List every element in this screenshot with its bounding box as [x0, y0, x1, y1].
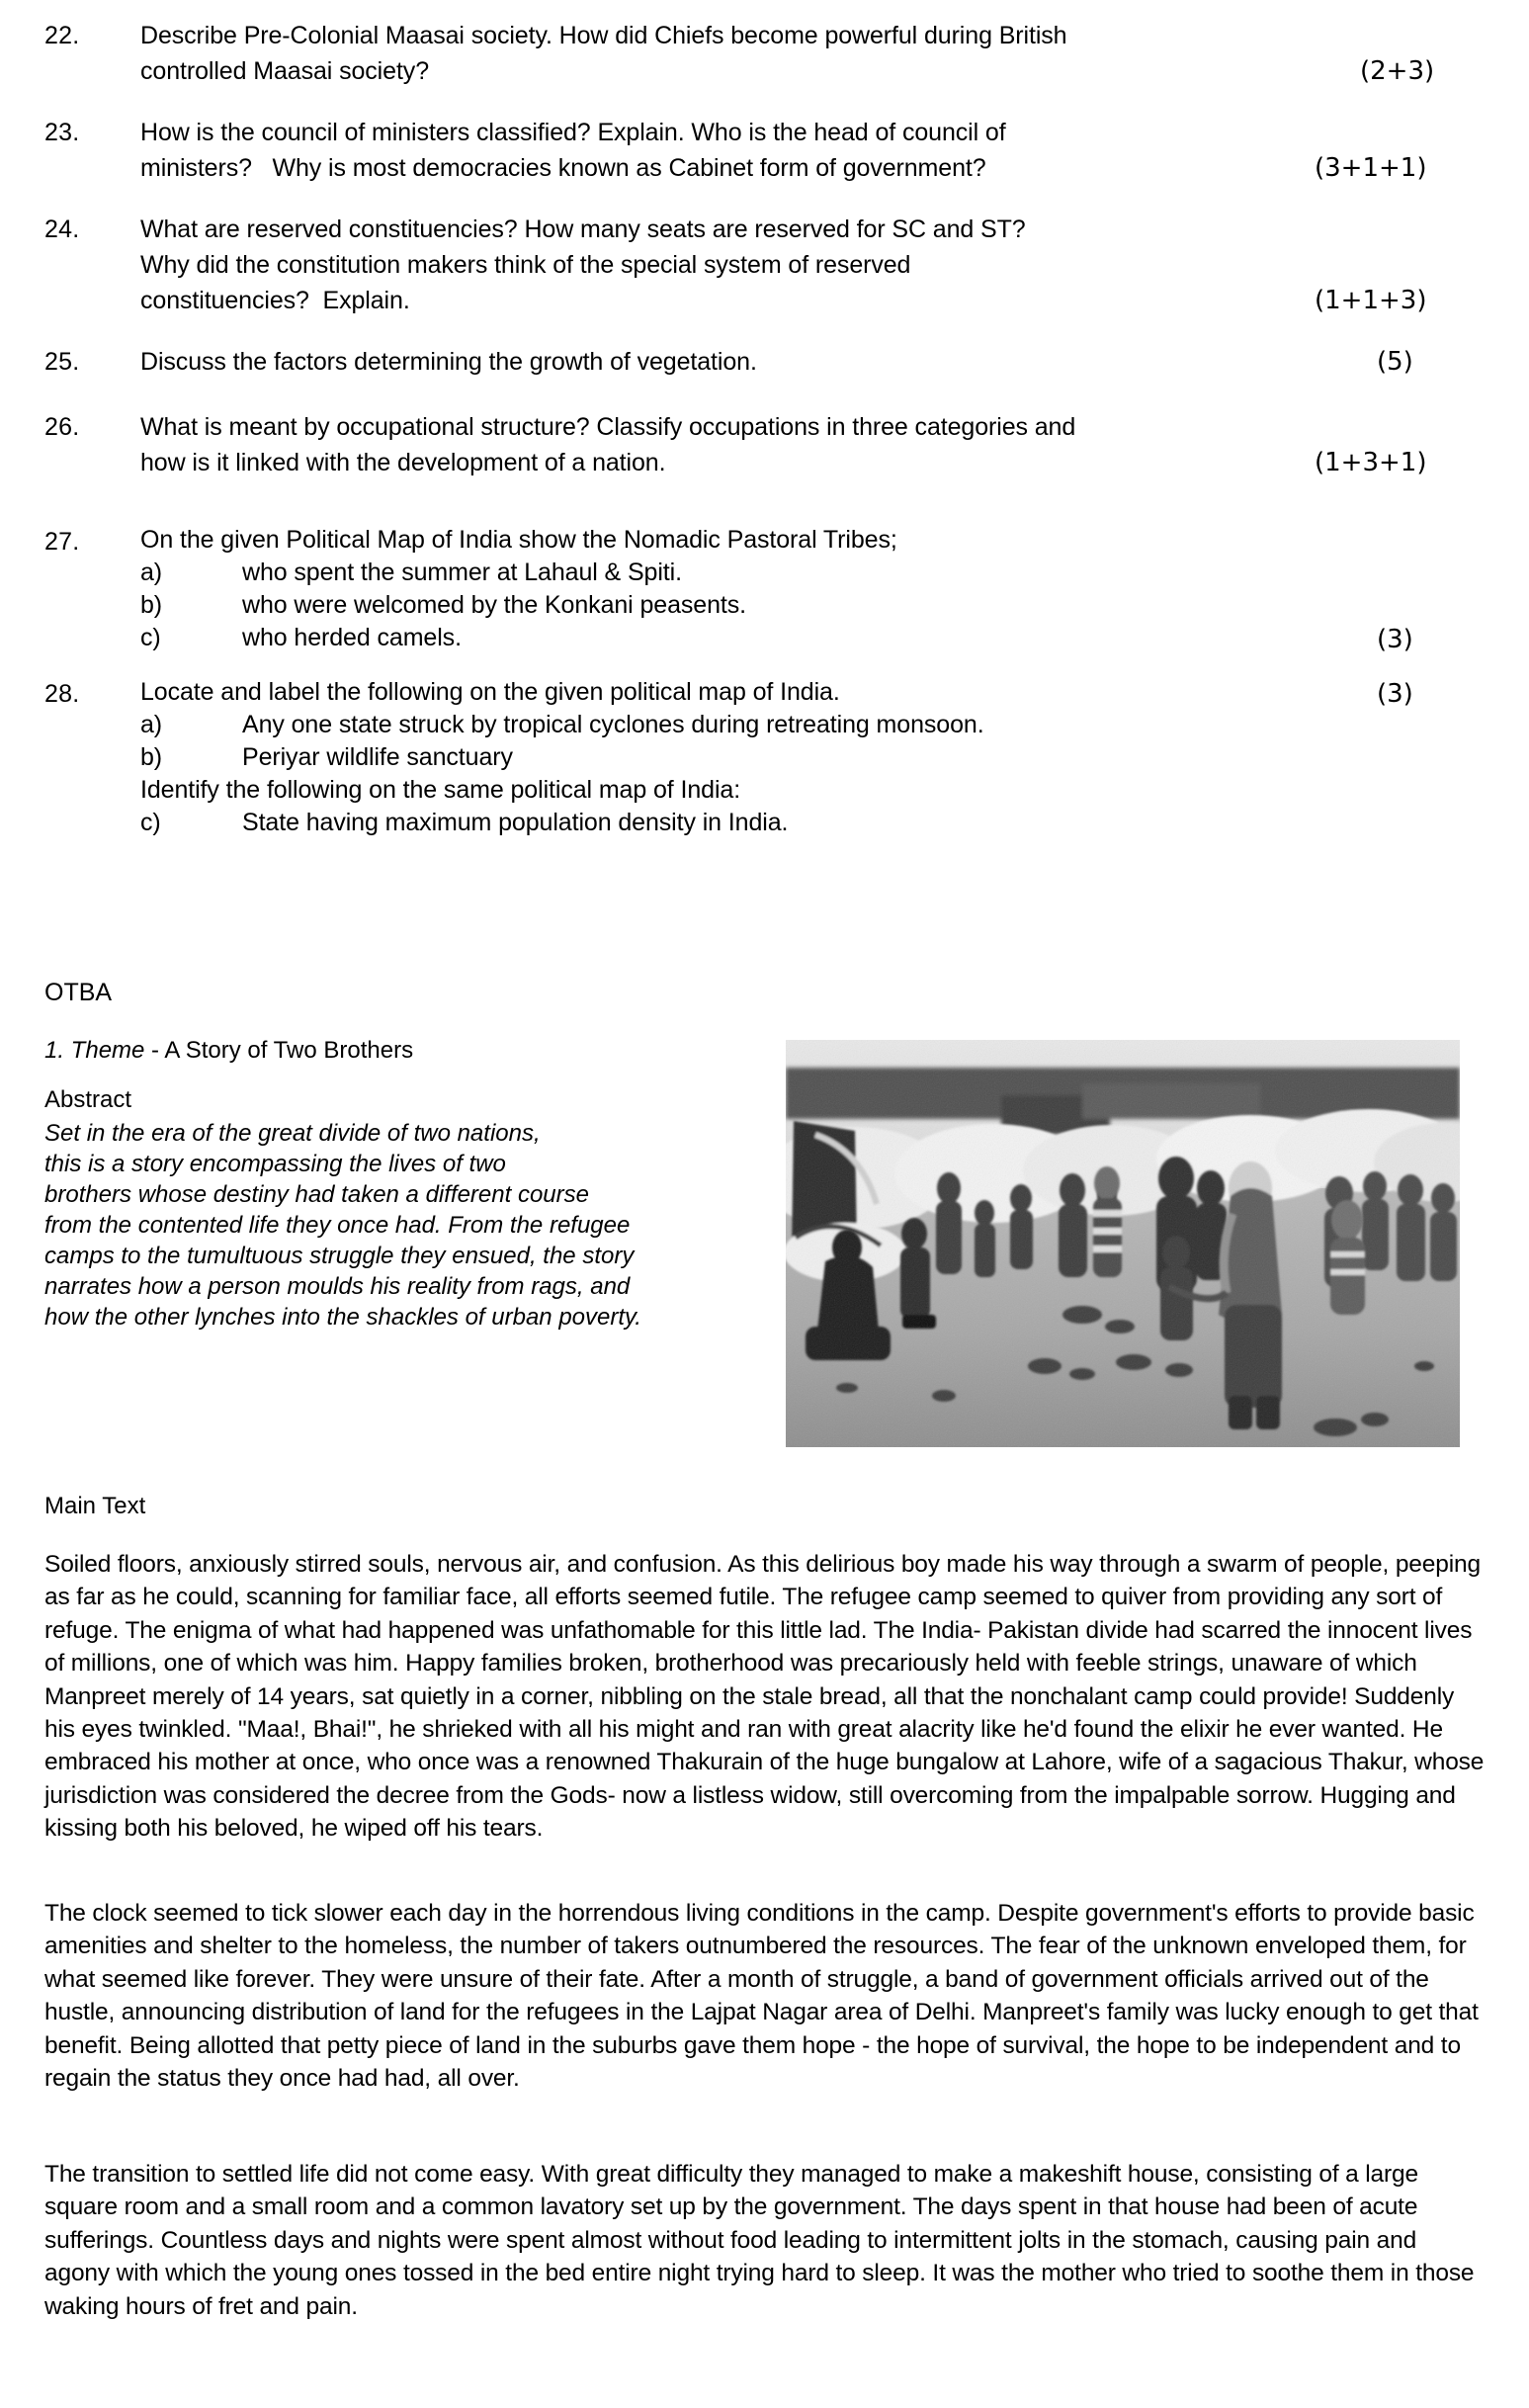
paragraph-text: The transition to settled life did not come easy. With great difficulty they managed to make a makeshift house, consisting of a large square room and a small room and a common lavatory set up by the government. The days spent in that house had been of acute sufferings. Countless days and nights were spent almost without food leading to intermittent jolts in the stomach, causing pain and agony with which the young ones tossed in the bed entire night trying hard to sleep. It was the mother who tried to soothe them in those waking hours of fret and pain. [44, 2161, 1475, 2320]
theme-title: - A Story of Two Brothers [144, 1037, 414, 1064]
sub-item-text: Any one state struck by tropical cyclones during retreating monsoon. [242, 711, 984, 738]
sub-item-text: who were welcomed by the Konkani peasents. [242, 591, 746, 619]
theme-line [44, 1035, 413, 1067]
question-marks: (5) [1377, 347, 1413, 377]
sub-item [140, 589, 1341, 622]
abstract-line: this is a story encompassing the lives of two [44, 1151, 506, 1177]
question-marks: (1+3+1) [1315, 448, 1427, 477]
refugee-camp-photo [786, 1040, 1460, 1447]
sub-item-text: Periyar wildlife sanctuary [242, 743, 513, 771]
sub-item [140, 741, 1341, 774]
sub-item [140, 557, 1341, 589]
sub-item [140, 709, 1341, 741]
question-line: controlled Maasai society? [140, 57, 429, 85]
question-text [140, 212, 1341, 318]
question-stem: On the given Political Map of India show the Nomadic Pastoral Tribes; [140, 526, 897, 554]
question-number: 25. [44, 348, 80, 376]
otba-heading: OTBA [44, 979, 113, 1006]
question-marks: (3) [1377, 679, 1413, 709]
question-28 [0, 676, 1529, 839]
abstract-body [44, 1118, 736, 1333]
story-paragraph-3 [44, 2158, 1487, 2323]
question-text [140, 524, 1341, 654]
question-marks: (3) [1377, 625, 1413, 654]
question-number: 26. [44, 413, 80, 441]
question-number: 28. [44, 680, 80, 708]
story-paragraph-1 [44, 1548, 1487, 1846]
question-line: Discuss the factors determining the growth of vegetation. [140, 348, 757, 376]
question-marks: (3+1+1) [1315, 153, 1427, 183]
story-paragraph-2 [44, 1897, 1487, 2095]
question-line: ministers? Why is most democracies known as Cabinet form of government? [140, 154, 986, 182]
question-line: What is meant by occupational structure? Classify occupations in three categories and [140, 413, 1076, 441]
paragraph-text: Soiled floors, anxiously stirred souls, nervous air, and confusion. As this delirious boy made his way through a swarm of people, peeping as far as he could, scanning for familiar face, all efforts seemed futile. The refugee camp seemed to quiver from providing any sort of refuge. The enigma of what had happened was unfathomable for this little lad. The India- Pakistan divide had scarred the innocent lives of millions, one of which was him. Happy families broken, brotherhood was precariously held with feeble strings, unaware of which Manpreet merely of 14 years, sat quietly in a corner, nibbling on the stale bread, all that the nonchalant camp could provide! Suddenly his eyes twinkled. "Maa!, Bhai!", he shrieked with all his might and ran with great alacrity like he'd found the elixir he ever wanted. He embraced his mother at once, who once was a renowned Thakurain of the huge bungalow at Lahore, wife of a sagacious Thakur, whose jurisdiction was considered the decree from the Gods- now a listless widow, still overcoming from the impalpable sorrow. Hugging and kissing both his beloved, he wiped off his tears. [44, 1551, 1485, 1843]
sub-item-label: b) [140, 743, 163, 771]
sub-item-label: a) [140, 711, 163, 738]
sub-item-label: c) [140, 809, 161, 836]
sub-item [140, 807, 1341, 839]
question-text [140, 18, 1341, 89]
question-line: Why did the constitution makers think of the special system of reserved [140, 251, 911, 279]
questions-section [0, 18, 1529, 865]
question-marks: (2+3) [1360, 56, 1435, 86]
sub-item [140, 622, 1341, 654]
question-text [140, 676, 1341, 839]
question-line: how is it linked with the development of a nation. [140, 449, 666, 476]
question-text [140, 115, 1341, 186]
question-text [140, 409, 1341, 480]
question-number: 27. [44, 528, 80, 556]
main-text-heading: Main Text [44, 1493, 146, 1519]
question-25 [0, 344, 1529, 380]
paragraph-text: The clock seemed to tick slower each day in the horrendous living conditions in the camp. Despite government's efforts to provide basic amenities and shelter to the homeless, the number of takers outnumbered the resources. The fear of the unknown enveloped them, for what seemed like forever. They were unsure of their fate. After a month of struggle, a band of government officials arrived out of the hustle, announcing distribution of land for the refugees in the Lajpat Nagar area of Delhi. Manpreet's family was lucky enough to get that benefit. Being allotted that petty piece of land in the suburbs gave them hope - the hope of survival, the hope to be independent and to regain the status they once had had, all over. [44, 1900, 1479, 2093]
theme-number: 1. Theme [44, 1037, 145, 1064]
question-text [140, 344, 1341, 380]
question-stem: Locate and label the following on the given political map of India. [140, 678, 840, 706]
question-marks: (1+1+3) [1315, 286, 1427, 315]
abstract-line: from the contented life they once had. From the refugee [44, 1212, 631, 1239]
abstract-heading: Abstract [44, 1086, 132, 1113]
question-24 [0, 212, 1529, 318]
question-26 [0, 409, 1529, 480]
sub-item-text: who herded camels. [242, 624, 462, 651]
abstract-line: camps to the tumultuous struggle they ensued, the story [44, 1243, 635, 1269]
sub-item-label: b) [140, 591, 163, 619]
question-number: 24. [44, 215, 80, 243]
abstract-line: brothers whose destiny had taken a different course [44, 1181, 589, 1208]
question-line: Describe Pre-Colonial Maasai society. How did Chiefs become powerful during British [140, 22, 1067, 49]
question-line: constituencies? Explain. [140, 287, 410, 314]
abstract-line: how the other lynches into the shackles of urban poverty. [44, 1304, 641, 1331]
abstract-line: Set in the era of the great divide of two nations, [44, 1120, 541, 1147]
sub-item-text: who spent the summer at Lahaul & Spiti. [242, 559, 682, 586]
question-number: 22. [44, 22, 80, 49]
identify-instruction: Identify the following on the same political map of India: [140, 776, 741, 804]
sub-item-label: c) [140, 624, 161, 651]
abstract-line: narrates how a person moulds his reality from rags, and [44, 1273, 631, 1300]
question-number: 23. [44, 119, 80, 146]
sub-item-text: State having maximum population density in India. [242, 809, 789, 836]
question-line: What are reserved constituencies? How many seats are reserved for SC and ST? [140, 215, 1026, 243]
question-27 [0, 524, 1529, 654]
question-line: How is the council of ministers classified? Explain. Who is the head of council of [140, 119, 1006, 146]
question-22 [0, 18, 1529, 89]
sub-item-label: a) [140, 559, 163, 586]
question-23 [0, 115, 1529, 186]
